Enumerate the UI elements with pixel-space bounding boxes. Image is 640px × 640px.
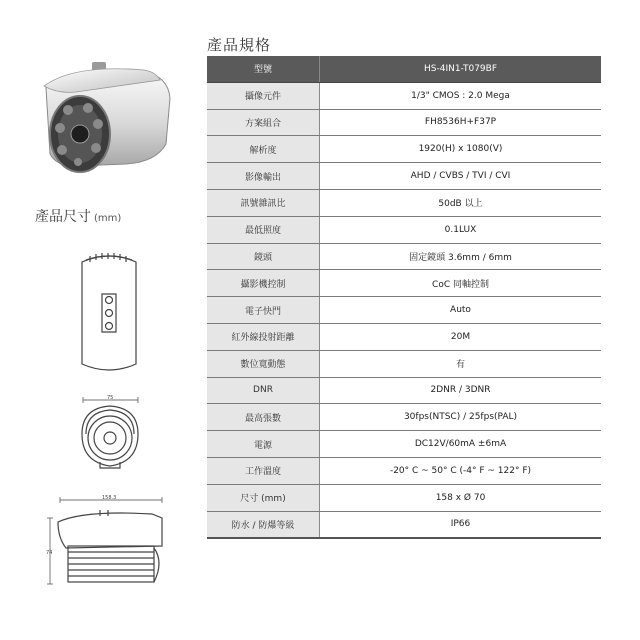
spec-value: FH8536H+F37P xyxy=(320,109,602,136)
spec-value: -20° C ~ 50° C (-4° F ~ 122° F) xyxy=(320,457,602,484)
spec-value: 2DNR / 3DNR xyxy=(320,377,602,404)
spec-value: 20M xyxy=(320,323,602,350)
spec-row xyxy=(207,189,601,216)
side-length-label: 158.3 xyxy=(102,495,117,501)
spec-table xyxy=(207,56,601,539)
dimension-section-title xyxy=(35,206,121,226)
spec-value: 30fps(NTSC) / 25fps(PAL) xyxy=(320,404,602,431)
spec-value: IP66 xyxy=(320,511,602,538)
spec-value: 1/3" CMOS : 2.0 Mega xyxy=(320,82,602,109)
spec-row xyxy=(207,377,601,404)
side-view-drawing xyxy=(44,492,174,592)
spec-label: 型號 xyxy=(207,56,320,82)
spec-row xyxy=(207,323,601,350)
spec-value: 158 x Ø 70 xyxy=(320,484,602,511)
camera-product-image xyxy=(36,58,176,178)
spec-label: 最低照度 xyxy=(207,216,320,243)
spec-value: 1920(H) x 1080(V) xyxy=(320,136,602,163)
side-height-label: 74 xyxy=(46,550,53,556)
spec-row xyxy=(207,82,601,109)
spec-label: 攝影機控制 xyxy=(207,270,320,297)
spec-row xyxy=(207,350,601,377)
spec-value: 0.1LUX xyxy=(320,216,602,243)
spec-label: 攝像元件 xyxy=(207,82,320,109)
spec-value: DC12V/60mA ±6mA xyxy=(320,431,602,458)
front-view-drawing xyxy=(80,394,146,476)
spec-label: 工作溫度 xyxy=(207,457,320,484)
spec-row xyxy=(207,297,601,324)
spec-label: 影像輸出 xyxy=(207,163,320,190)
spec-label: 紅外線投射距離 xyxy=(207,323,320,350)
spec-label: 方案組合 xyxy=(207,109,320,136)
dimension-unit: (mm) xyxy=(94,213,122,224)
spec-row xyxy=(207,216,601,243)
front-width-label: 75 xyxy=(107,395,114,401)
spec-row xyxy=(207,109,601,136)
spec-row xyxy=(207,404,601,431)
spec-header-row xyxy=(207,56,601,82)
spec-label: 解析度 xyxy=(207,136,320,163)
dimension-title-text: 產品尺寸 xyxy=(35,209,91,225)
spec-value: 有 xyxy=(320,350,602,377)
spec-label: 尺寸 (mm) xyxy=(207,484,320,511)
spec-row xyxy=(207,243,601,270)
spec-label: 鏡頭 xyxy=(207,243,320,270)
spec-row xyxy=(207,511,601,538)
top-view-drawing xyxy=(76,248,142,378)
spec-label: 電子快門 xyxy=(207,297,320,324)
spec-value: Auto xyxy=(320,297,602,324)
spec-label: DNR xyxy=(207,377,320,404)
spec-value: 固定鏡頭 3.6mm / 6mm xyxy=(320,243,602,270)
spec-label: 防水 / 防爆等級 xyxy=(207,511,320,538)
spec-row xyxy=(207,136,601,163)
spec-row xyxy=(207,270,601,297)
spec-row xyxy=(207,431,601,458)
spec-label: 數位寬動態 xyxy=(207,350,320,377)
spec-value: CoC 同軸控制 xyxy=(320,270,602,297)
spec-value: AHD / CVBS / TVI / CVI xyxy=(320,163,602,190)
spec-label: 電源 xyxy=(207,431,320,458)
spec-row xyxy=(207,457,601,484)
spec-section-title: 產品規格 xyxy=(207,36,272,54)
spec-label: 訊號雜訊比 xyxy=(207,189,320,216)
spec-table-body xyxy=(207,56,601,538)
spec-value: 50dB 以上 xyxy=(320,189,602,216)
spec-row xyxy=(207,163,601,190)
spec-row xyxy=(207,484,601,511)
spec-value: HS-4IN1-T079BF xyxy=(320,56,602,82)
spec-label: 最高張數 xyxy=(207,404,320,431)
